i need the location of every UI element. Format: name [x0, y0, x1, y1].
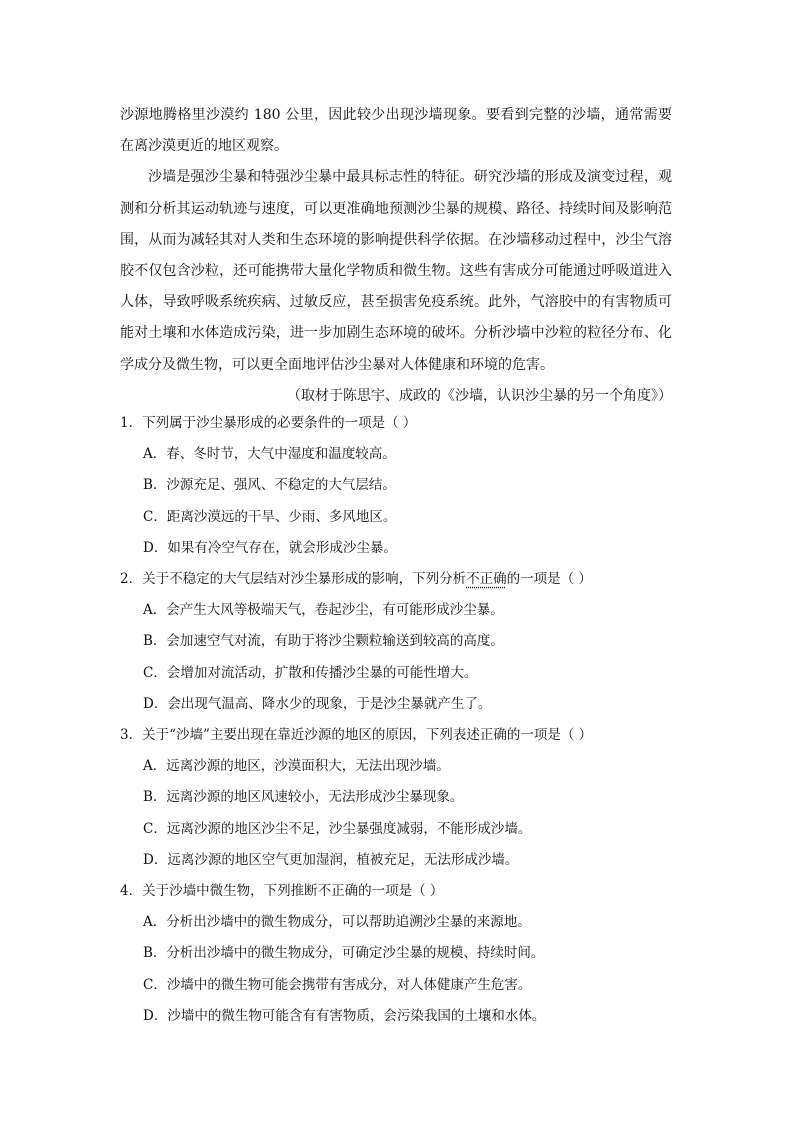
passage-source: （取材于陈思宇、成政的《沙墙，认识沙尘暴的另一个角度》） [287, 387, 672, 404]
option-c: C．距离沙漠远的干旱、少雨、多风地区。 [143, 508, 397, 525]
stem-text-post: 的一项是（ ） [506, 571, 592, 588]
question-1 [120, 408, 680, 564]
reading-passage [120, 100, 672, 412]
option-c: C．远离沙源的地区沙尘不足，沙尘暴强度减弱，不能形成沙墙。 [143, 820, 532, 837]
option-a: A．春、冬时节，大气中湿度和温度较高。 [143, 446, 396, 463]
option-c: C．会增加对流活动，扩散和传播沙尘暴的可能性增大。 [143, 664, 478, 681]
question-2 [120, 564, 680, 720]
option-d: D．会出现气温高、降水少的现象，于是沙尘暴就产生了。 [143, 695, 492, 712]
option-b: B．沙源充足、强风、不稳定的大气层结。 [143, 477, 396, 494]
question-stem [120, 564, 680, 595]
option-b: B．分析出沙墙中的微生物成分，可确定沙尘暴的规模、持续时间。 [143, 945, 545, 962]
stem-text-pre: 2．关于不稳定的大气层结对沙尘暴形成的影响，下列分析 [120, 571, 467, 588]
passage-paragraph-1: 沙源地腾格里沙漠约 180 公里，因此较少出现沙墙现象。要看到完整的沙墙，通常需要在离沙漠更近的地区观察。 [120, 107, 672, 155]
option-c: C．沙墙中的微生物可能会携带有害成分，对人体健康产生危害。 [143, 976, 532, 993]
question-stem: 1．下列属于沙尘暴形成的必要条件的一项是（ ） [120, 415, 417, 431]
option-a: A．会产生大风等极端天气，卷起沙尘，有可能形成沙尘暴。 [143, 602, 504, 619]
question-list [120, 408, 680, 1032]
option-b: B．远离沙源的地区风速较小，无法形成沙尘暴现象。 [143, 789, 464, 806]
question-stem: 3．关于“沙墙”主要出现在靠近沙源的地区的原因，下列表述正确的一项是（ ） [120, 727, 593, 744]
passage-paragraph-2: 沙墙是强沙尘暴和特强沙尘暴中最具标志性的特征。研究沙墙的形成及演变过程，观测和分析其运动轨迹与速度，可以更准确地预测沙尘暴的规模、路径、持续时间及影响范围，从而为减轻其对人类和生态环境的影响提供科学依据。在沙墙移动过程中，沙尘气溶胶不仅包含沙粒，还可能携带大量化学物质和微生物。这些有害成分可能通过呼吸道进入人体，导致呼吸系统疾病、过敏反应，甚至损害免疫系统。此外，气溶胶中的有害物质可能对土壤和水体造成污染，进一步加剧生态环境的破坏。分析沙墙中沙粒的粒径分布、化学成分及微生物，可以更全面地评估沙尘暴对人体健康和环境的危害。 [120, 169, 672, 373]
option-d: D．远离沙源的地区空气更加湿润，植被充足，无法形成沙墙。 [143, 851, 519, 868]
option-b: B．会加速空气对流，有助于将沙尘颗粒输送到较高的高度。 [143, 633, 504, 650]
question-stem: 4．关于沙墙中微生物，下列推断不正确的一项是（ ） [120, 883, 444, 900]
stem-emphasis: 不正确 [466, 571, 507, 588]
option-d: D．如果有冷空气存在，就会形成沙尘暴。 [143, 539, 397, 556]
question-4 [120, 876, 680, 1032]
option-d: D．沙墙中的微生物可能含有有害物质，会污染我国的土壤和水体。 [143, 1007, 546, 1024]
question-3 [120, 720, 680, 876]
option-a: A．远离沙源的地区，沙漠面积大，无法出现沙墙。 [143, 758, 450, 775]
option-a: A．分析出沙墙中的微生物成分，可以帮助追溯沙尘暴的来源地。 [143, 914, 531, 931]
